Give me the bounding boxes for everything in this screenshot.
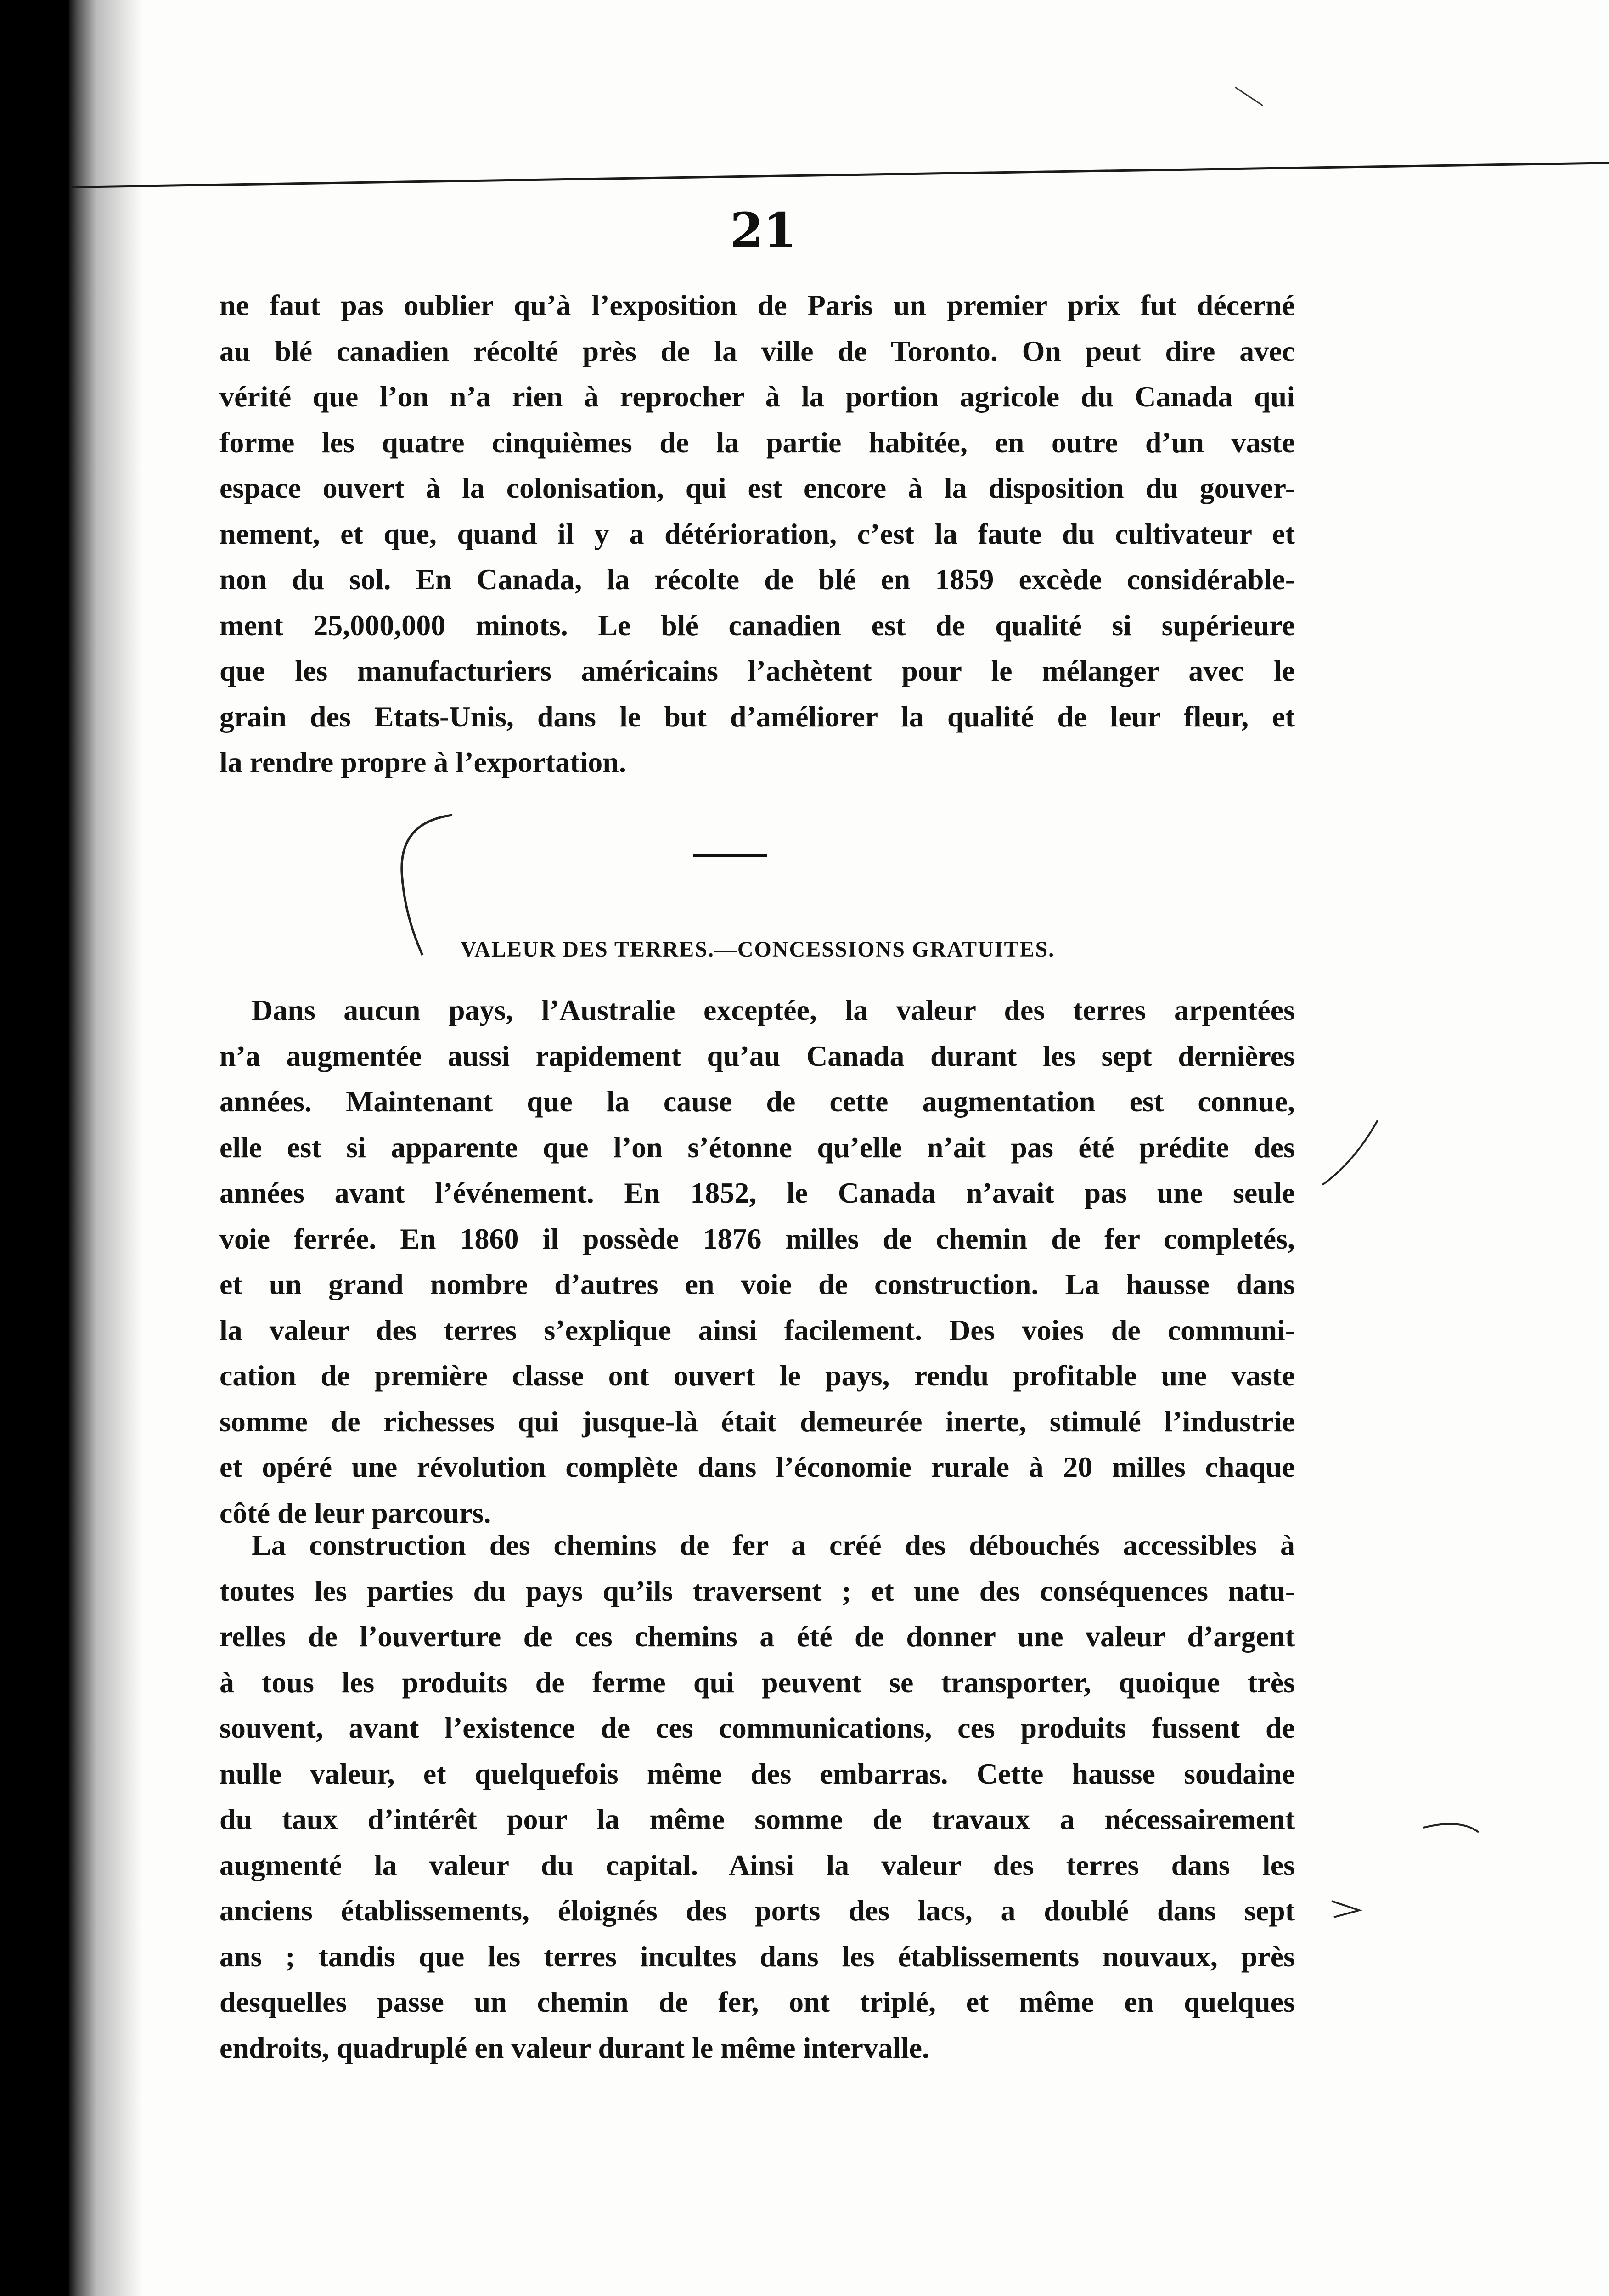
text-line: La construction des chemins de fer a créé des débouchés accessibles à — [252, 1529, 1295, 1561]
paragraph-3 — [219, 1522, 1295, 2071]
paragraph-1 — [219, 282, 1295, 785]
text-line: la rendre propre à l’exportation. — [219, 746, 626, 778]
text-line: nement, et que, quand il y a détérioration, c’est la faute du cultivateur et — [219, 517, 1295, 550]
section-separator — [693, 854, 767, 857]
page-number: 21 — [730, 202, 797, 259]
text-line: ment 25,000,000 minots. Le blé canadien est de qualité si supérieure — [219, 608, 1295, 642]
text-line: et opéré une révolution complète dans l’économie rurale à 20 milles chaque — [219, 1451, 1295, 1483]
text-line: elle est si apparente que l’on s’étonne qu’elle n’ait pas été prédite des — [219, 1131, 1295, 1164]
text-line: vérité que l’on n’a rien à reprocher à la portion agricole du Canada qui — [219, 380, 1295, 413]
text-line: et un grand nombre d’autres en voie de construction. La hausse dans — [219, 1268, 1295, 1300]
text-line: endroits, quadruplé en valeur durant le même intervalle. — [219, 2031, 930, 2064]
text-line: desquelles passe un chemin de fer, ont triplé, et même en quelques — [219, 1986, 1295, 2018]
text-line: ne faut pas oublier qu’à l’exposition de Paris un premier prix fut décerné — [219, 289, 1295, 321]
page-binding-edge — [69, 0, 142, 2296]
text-line: toutes les parties du pays qu’ils traversent ; et une des conséquences natu- — [219, 1574, 1295, 1607]
text-line: Dans aucun pays, l’Australie exceptée, la valeur des terres arpentées — [252, 994, 1295, 1026]
text-line: du taux d’intérêt pour la même somme de travaux a nécessairement — [219, 1803, 1295, 1835]
text-line: espace ouvert à la colonisation, qui est encore à la disposition du gouver- — [219, 472, 1295, 504]
text-line: voie ferrée. En 1860 il possède 1876 milles de chemin de fer completés, — [219, 1222, 1295, 1255]
text-line: la valeur des terres s’explique ainsi facilement. Des voies de communi- — [219, 1313, 1295, 1346]
section-heading: VALEUR DES TERRES.—CONCESSIONS GRATUITES. — [460, 937, 1055, 962]
text-line: anciens établissements, éloignés des ports des lacs, a doublé dans sept — [219, 1894, 1295, 1927]
text-line: ans ; tandis que les terres incultes dans les établissements nouvaux, près — [219, 1940, 1295, 1973]
text-line: non du sol. En Canada, la récolte de blé en 1859 excède considérable- — [219, 563, 1295, 596]
text-line: cation de première classe ont ouvert le pays, rendu profitable une vaste — [219, 1359, 1295, 1392]
text-line: au blé canadien récolté près de la ville de Toronto. On peut dire avec — [219, 334, 1295, 367]
text-line: que les manufacturiers américains l’achètent pour le mélanger avec le — [219, 654, 1295, 687]
text-line: années avant l’événement. En 1852, le Canada n’avait pas une seule — [219, 1176, 1295, 1209]
text-line: souvent, avant l’existence de ces communications, ces produits fussent de — [219, 1711, 1295, 1744]
text-line: relles de l’ouverture de ces chemins a été de donner une valeur d’argent — [219, 1620, 1295, 1653]
text-line: nulle valeur, et quelquefois même des embarras. Cette hausse soudaine — [219, 1757, 1295, 1790]
text-line: somme de richesses qui jusque-là était demeurée inerte, stimulé l’industrie — [219, 1405, 1295, 1438]
text-line: n’a augmentée aussi rapidement qu’au Canada durant les sept dernières — [219, 1039, 1295, 1072]
text-line: augmenté la valeur du capital. Ainsi la valeur des terres dans les — [219, 1848, 1295, 1881]
text-line: forme les quatre cinquièmes de la partie habitée, en outre d’un vaste — [219, 426, 1295, 459]
text-line: grain des Etats-Unis, dans le but d’améliorer la qualité de leur fleur, et — [219, 700, 1295, 733]
text-line: côté de leur parcours. — [219, 1496, 491, 1529]
text-line: années. Maintenant que la cause de cette augmentation est connue, — [219, 1085, 1295, 1118]
text-line: à tous les produits de ferme qui peuvent se transporter, quoique très — [219, 1666, 1295, 1699]
paragraph-2 — [219, 987, 1295, 1536]
